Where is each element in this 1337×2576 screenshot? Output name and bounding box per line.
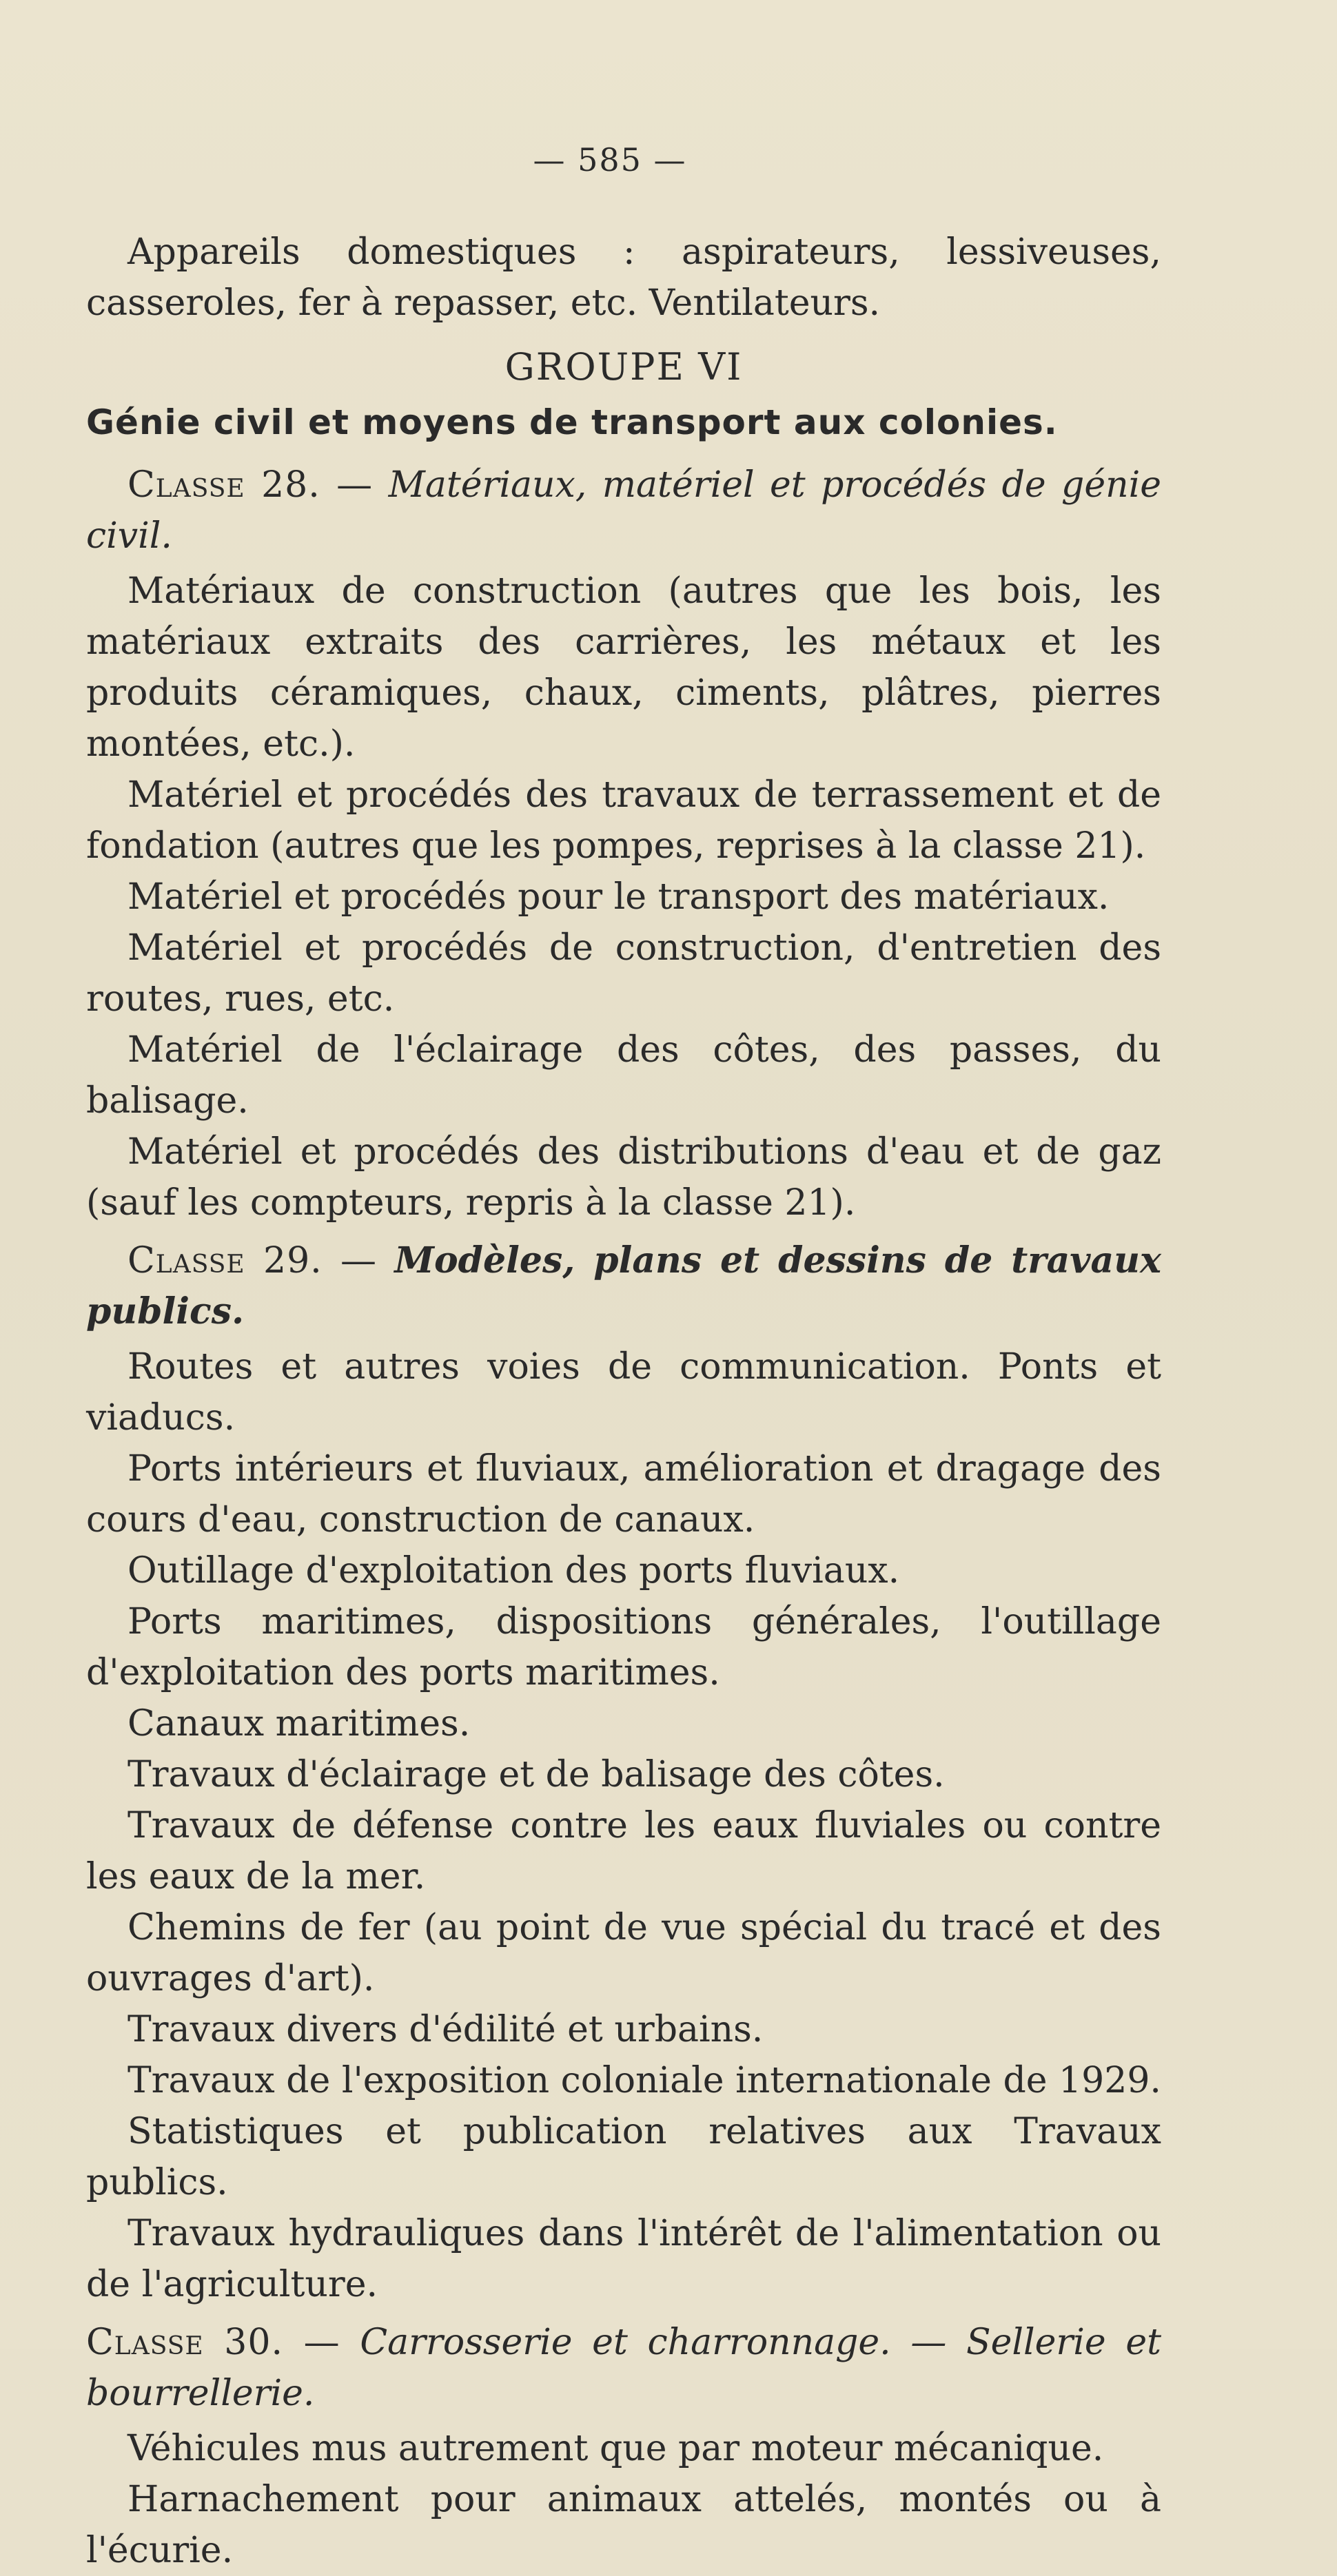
page-number: — 585 — xyxy=(533,141,687,178)
class-29-item-7: Travaux de défense contre les eaux fluviales ou contre les eaux de la mer. xyxy=(86,1805,1161,1897)
class-29-item-5: Canaux maritimes. xyxy=(127,1703,471,1744)
class-28-item-2: Matériel et procédés des travaux de terrassement et de fondation (autres que les pompes, reprises à la classe 21). xyxy=(86,774,1161,867)
class-29-label: Classe 29. — xyxy=(127,1240,378,1281)
class-30-title: Carrosserie et charronnage. — Sellerie et bourrellerie. xyxy=(86,2322,1162,2414)
class-29-item-6: Travaux d'éclairage et de balisage des côtes. xyxy=(127,1754,945,1795)
class-30-label: Classe 30. — xyxy=(86,2322,340,2363)
class-28-title: Matériaux, matériel et procédés de génie civil. xyxy=(86,464,1161,557)
class-28-label: Classe 28. — xyxy=(127,464,374,506)
class-29-heading xyxy=(86,1235,1161,1337)
class-28-heading xyxy=(86,460,1161,561)
class-29-item-8: Chemins de fer (au point de vue spécial du tracé et des ouvrages d'art). xyxy=(86,1907,1161,1999)
class-28-item-1: Matériaux de construction (autres que les bois, les matériaux extraits des carrières, les métaux et les produits céramiques, chaux, ciments, plâtres, pierres montées, etc.). xyxy=(86,570,1161,765)
class-30-item-1: Véhicules mus autrement que par moteur mécanique. xyxy=(127,2428,1104,2469)
class-29-item-1: Routes et autres voies de communication. Ponts et viaducs. xyxy=(86,1346,1161,1439)
group-title: GROUPE VI xyxy=(504,345,743,389)
class-29-item-4: Ports maritimes, dispositions générales, l'outillage d'exploitation des ports maritimes. xyxy=(86,1601,1161,1693)
class-29-item-9: Travaux divers d'édilité et urbains. xyxy=(127,2009,764,2050)
class-29-item-2: Ports intérieurs et fluviaux, amélioration et dragage des cours d'eau, construction de canaux. xyxy=(86,1448,1161,1541)
class-28-item-3: Matériel et procédés pour le transport des matériaux. xyxy=(127,876,1110,918)
class-29-item-11: Statistiques et publication relatives aux Travaux publics. xyxy=(86,2111,1161,2203)
class-29-item-12: Travaux hydrauliques dans l'intérêt de l'alimentation ou de l'agriculture. xyxy=(86,2213,1161,2305)
class-29-title: Modèles, plans et dessins de travaux publics. xyxy=(86,1239,1162,1332)
class-29-item-3: Outillage d'exploitation des ports fluviaux. xyxy=(127,1550,900,1591)
group-subtitle: Génie civil et moyens de transport aux colonies. xyxy=(86,402,1058,442)
class-28-item-5: Matériel de l'éclairage des côtes, des passes, du balisage. xyxy=(86,1029,1161,1122)
page-body xyxy=(86,227,1161,2576)
class-28-item-4: Matériel et procédés de construction, d'entretien des routes, rues, etc. xyxy=(86,927,1161,1020)
class-29-item-10: Travaux de l'exposition coloniale internationale de 1929. xyxy=(127,2060,1161,2101)
paragraph-appareils: Appareils domestiques : aspirateurs, lessiveuses, casseroles, fer à repasser, etc. Ventilateurs. xyxy=(86,231,1161,324)
class-30-item-2: Harnachement pour animaux attelés, montés ou à l'écurie. xyxy=(86,2479,1161,2571)
class-28-item-6: Matériel et procédés des distributions d'eau et de gaz (sauf les compteurs, repris à la classe 21). xyxy=(86,1131,1161,1224)
class-30-heading xyxy=(86,2317,1161,2419)
